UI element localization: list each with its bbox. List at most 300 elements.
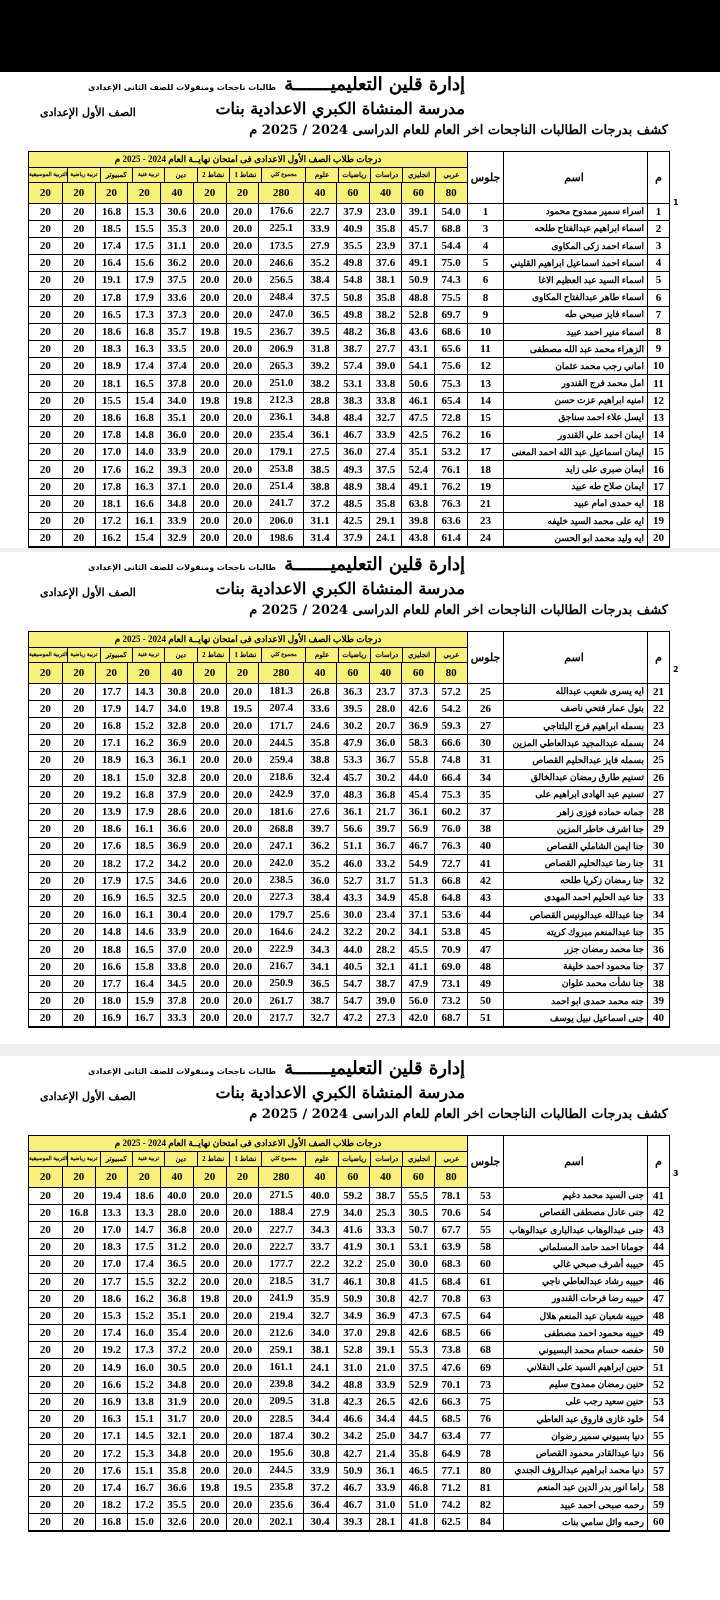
table-row (29, 821, 669, 838)
score-cell: 52.9 (401, 1377, 434, 1394)
score-cell: 20 (62, 1411, 95, 1428)
score-cells (29, 1497, 467, 1514)
score-cell: 20 (29, 1188, 62, 1205)
seat-number: 75 (467, 1394, 503, 1411)
score-cell: 38.7 (303, 993, 336, 1010)
max-mark: 20 (226, 183, 259, 204)
score-cell: 63.6 (434, 513, 467, 530)
student-name: حبيبه أشرف صبحي غالي (503, 1256, 647, 1273)
score-cell: 76.3 (434, 838, 467, 855)
score-cell: 20 (62, 204, 95, 221)
score-cell: 34.8 (303, 410, 336, 427)
score-cell: 164.6 (258, 924, 303, 941)
score-cell: 20 (29, 1445, 62, 1462)
seat-number: 5 (467, 255, 503, 272)
seat-number: 61 (467, 1274, 503, 1291)
score-cell: 53.1 (401, 1239, 434, 1256)
score-cell: 17.2 (127, 855, 160, 872)
score-cell: 225.1 (258, 221, 303, 238)
score-cells (29, 530, 467, 547)
score-cell: 20.0 (193, 838, 226, 855)
score-cell: 21.4 (369, 1445, 402, 1462)
score-cell: 39.1 (369, 1342, 402, 1359)
score-cell: 32.7 (303, 1308, 336, 1325)
score-cell: 17.7 (95, 976, 128, 993)
seat-number: 16 (467, 427, 503, 444)
score-cell: 20 (62, 427, 95, 444)
table-row (29, 976, 669, 993)
score-cell: 34.2 (160, 855, 193, 872)
score-cell: 20 (62, 1010, 95, 1027)
score-cell: 35.8 (369, 221, 402, 238)
score-cell: 34.1 (401, 924, 434, 941)
max-mark: 20 (226, 1167, 259, 1188)
score-cell: 20 (29, 290, 62, 307)
header-name: اسم (503, 152, 647, 204)
score-cell: 218.6 (258, 770, 303, 787)
score-cell: 37.9 (160, 787, 193, 804)
score-cell: 35.1 (401, 444, 434, 461)
score-cell: 38.7 (336, 341, 369, 358)
score-cell: 46.1 (336, 1274, 369, 1291)
score-cell: 187.4 (258, 1428, 303, 1445)
subject-names-row (29, 648, 467, 663)
score-cell: 51.3 (401, 873, 434, 890)
score-cell: 20 (62, 1188, 95, 1205)
score-cell: 20 (62, 1359, 95, 1376)
max-mark: 20 (127, 663, 160, 684)
max-mark: 20 (193, 1167, 226, 1188)
score-cell: 16.2 (127, 461, 160, 478)
score-cell: 20.0 (193, 804, 226, 821)
score-cell: 20 (29, 1010, 62, 1027)
table-row (29, 479, 669, 496)
score-cell: 20.0 (226, 410, 259, 427)
score-cell: 251.0 (258, 375, 303, 392)
max-mark: 40 (303, 1167, 336, 1188)
score-cell: 38.1 (303, 1342, 336, 1359)
table-row (29, 1497, 669, 1514)
score-cell: 55.3 (401, 1342, 434, 1359)
score-cells (29, 255, 467, 272)
score-cell: 20.0 (226, 255, 259, 272)
score-cell: 58.3 (401, 735, 434, 752)
score-cells (29, 1308, 467, 1325)
score-cell: 35.3 (160, 221, 193, 238)
score-cell: 20.0 (226, 272, 259, 289)
score-cell: 20.0 (193, 821, 226, 838)
score-cell: 20 (62, 238, 95, 255)
score-cell: 34.1 (303, 959, 336, 976)
score-cell: 20.0 (193, 1274, 226, 1291)
score-cell: 33.7 (303, 1239, 336, 1256)
score-cell: 35.8 (401, 1445, 434, 1462)
score-cell: 36.0 (160, 427, 193, 444)
score-cells (29, 1480, 467, 1497)
score-cell: 19.8 (193, 1480, 226, 1497)
score-cells (29, 375, 467, 392)
score-cell: 44.5 (401, 1411, 434, 1428)
score-cell: 33.9 (160, 444, 193, 461)
score-cell: 20.0 (226, 838, 259, 855)
score-cell: 42.7 (401, 1291, 434, 1308)
row-number: 37 (647, 959, 669, 976)
score-cell: 52.4 (401, 461, 434, 478)
score-cell: 15.1 (127, 1411, 160, 1428)
score-cell: 35.5 (336, 238, 369, 255)
score-cell: 17.2 (95, 513, 128, 530)
score-cells (29, 444, 467, 461)
table-row (29, 393, 669, 410)
subject-header: نشاط 1 (229, 168, 261, 183)
score-cell: 54.7 (336, 976, 369, 993)
score-cell: 20 (62, 255, 95, 272)
seat-number: 35 (467, 787, 503, 804)
score-cell: 17.0 (95, 1222, 128, 1239)
score-cell: 20 (62, 1325, 95, 1342)
score-cell: 17.3 (127, 1342, 160, 1359)
score-cell: 21.7 (369, 804, 402, 821)
report-title: كشف بدرجات الطالبات الناجحات اخر العام للعام الدراسى 2024 / 2025 م (249, 123, 668, 138)
score-cell: 20.0 (226, 855, 259, 872)
student-name: حنين رمضان ممدوح سليم (503, 1377, 647, 1394)
seat-number: 51 (467, 1010, 503, 1027)
score-cell: 48.3 (336, 787, 369, 804)
seat-number: 1 (467, 204, 503, 221)
header-m: م (647, 152, 669, 204)
row-number: 49 (647, 1325, 669, 1342)
score-cell: 31.0 (369, 1497, 402, 1514)
score-cell: 30.1 (369, 1239, 402, 1256)
score-cell: 16.9 (95, 1394, 128, 1411)
score-cell: 56.9 (401, 821, 434, 838)
row-number: 42 (647, 1205, 669, 1222)
subject-header: التربية الموسيقية (29, 648, 67, 663)
header-name: اسم (503, 1136, 647, 1188)
score-cell: 206.0 (258, 513, 303, 530)
row-number: 22 (647, 701, 669, 718)
header-subjects-block (29, 632, 467, 684)
score-cell: 37.9 (336, 204, 369, 221)
score-cells (29, 1411, 467, 1428)
score-cell: 15.8 (127, 959, 160, 976)
score-cell: 42.6 (401, 701, 434, 718)
table-row (29, 1188, 669, 1205)
score-cell: 20 (62, 1274, 95, 1291)
score-cell: 209.5 (258, 1394, 303, 1411)
score-cell: 20.0 (193, 1308, 226, 1325)
score-cell: 46.5 (401, 1463, 434, 1480)
table-row (29, 427, 669, 444)
row-number: 29 (647, 821, 669, 838)
score-cell: 35.1 (160, 410, 193, 427)
score-cell: 74.8 (434, 752, 467, 769)
score-cell: 20.0 (226, 427, 259, 444)
score-cell: 20 (62, 375, 95, 392)
student-name: جنا محمود احمد خليفة (503, 959, 647, 976)
score-cell: 20.0 (226, 358, 259, 375)
score-cell: 30.5 (160, 1359, 193, 1376)
score-cell: 32.2 (160, 1274, 193, 1291)
student-name: ايه يسرى شعيب عبدالله (503, 684, 647, 701)
score-cell: 16.3 (127, 752, 160, 769)
score-cell: 16.9 (95, 1010, 128, 1027)
score-cell: 256.5 (258, 272, 303, 289)
score-cells (29, 804, 467, 821)
score-cell: 36.6 (160, 1480, 193, 1497)
score-cell: 55.8 (401, 752, 434, 769)
score-cell: 20 (29, 1342, 62, 1359)
grade-sheet (0, 72, 720, 548)
score-cells (29, 238, 467, 255)
score-cell: 30.5 (401, 1205, 434, 1222)
score-cell: 75.0 (434, 255, 467, 272)
score-cell: 31.0 (336, 1359, 369, 1376)
seat-number: 43 (467, 890, 503, 907)
score-cells (29, 941, 467, 958)
score-cells (29, 752, 467, 769)
subject-header: علوم (305, 648, 337, 663)
table-row (29, 410, 669, 427)
student-name: امنيه ابراهيم عزت حسن (503, 393, 647, 410)
score-cell: 20 (29, 873, 62, 890)
table-row (29, 1411, 669, 1428)
table-row (29, 496, 669, 513)
score-cell: 42.5 (336, 513, 369, 530)
seat-number: 58 (467, 1239, 503, 1256)
score-cell: 20 (29, 941, 62, 958)
score-cell: 37.2 (303, 1480, 336, 1497)
score-cell: 20.0 (193, 496, 226, 513)
score-cell: 20 (62, 410, 95, 427)
score-cell: 68.5 (434, 1325, 467, 1342)
score-cell: 16.6 (95, 959, 128, 976)
score-cells (29, 324, 467, 341)
score-cell: 31.8 (303, 1394, 336, 1411)
score-cells (29, 1463, 467, 1480)
score-cell: 36.6 (160, 821, 193, 838)
score-cell: 17.0 (95, 444, 128, 461)
max-mark: 20 (95, 1167, 128, 1188)
score-cell: 36.4 (303, 1497, 336, 1514)
score-cell: 20 (62, 1342, 95, 1359)
seat-number: 15 (467, 410, 503, 427)
score-cell: 38.4 (303, 272, 336, 289)
score-cell: 34.2 (303, 1377, 336, 1394)
score-cell: 188.4 (258, 1205, 303, 1222)
score-cell: 18.6 (95, 324, 128, 341)
subject-header: تربية رياضية (67, 168, 99, 183)
score-cell: 20.0 (193, 1497, 226, 1514)
score-cell: 20.0 (193, 787, 226, 804)
score-cell: 46.1 (401, 393, 434, 410)
score-cell: 236.7 (258, 324, 303, 341)
score-cell: 70.9 (434, 941, 467, 958)
score-cell: 20 (29, 787, 62, 804)
student-name: جنا محمد رمضان جزر (503, 941, 647, 958)
score-cell: 20.0 (193, 976, 226, 993)
score-cell: 20.0 (193, 530, 226, 547)
score-cell: 14.0 (127, 444, 160, 461)
admin-title: إدارة قلين التعليميـــــــة (284, 554, 465, 575)
score-cell: 46.7 (401, 838, 434, 855)
score-cell: 20.0 (226, 1497, 259, 1514)
student-name: حنين ابراهيم السيد على النقلاني (503, 1359, 647, 1376)
table-row (29, 1359, 669, 1376)
score-cell: 36.1 (160, 752, 193, 769)
score-cell: 20 (29, 976, 62, 993)
student-name: بسمله ابراهيم فرج البلتاجي (503, 718, 647, 735)
score-cell: 49.1 (401, 479, 434, 496)
score-cell: 25.3 (369, 1205, 402, 1222)
score-cell: 18.9 (95, 752, 128, 769)
score-cell: 32.2 (336, 924, 369, 941)
score-cell: 20 (29, 752, 62, 769)
score-cell: 20 (62, 1222, 95, 1239)
student-name: اسماء منير احمد عبيد (503, 324, 647, 341)
score-cell: 24.6 (303, 718, 336, 735)
score-cell: 236.1 (258, 410, 303, 427)
score-cell: 24.1 (303, 1359, 336, 1376)
score-cell: 16.3 (127, 341, 160, 358)
score-cell: 206.9 (258, 341, 303, 358)
score-cell: 250.9 (258, 976, 303, 993)
score-cell: 36.8 (369, 787, 402, 804)
score-cell: 20.0 (226, 1514, 259, 1531)
score-cell: 39.8 (401, 513, 434, 530)
seat-number: 73 (467, 1377, 503, 1394)
score-cell: 20 (62, 444, 95, 461)
score-cell: 14.9 (95, 1359, 128, 1376)
score-cell: 20.0 (193, 1256, 226, 1273)
score-cell: 17.4 (95, 238, 128, 255)
score-cells (29, 701, 467, 718)
score-cells (29, 1445, 467, 1462)
seat-number: 38 (467, 821, 503, 838)
score-cell: 28.1 (369, 1514, 402, 1531)
grade-sheet (0, 1056, 720, 1600)
score-cells (29, 684, 467, 701)
score-cell: 20 (29, 410, 62, 427)
score-cell: 20.0 (226, 1428, 259, 1445)
score-cell: 261.7 (258, 993, 303, 1010)
score-cells (29, 976, 467, 993)
score-cell: 235.8 (258, 1480, 303, 1497)
table-row (29, 1325, 669, 1342)
score-cell: 73.1 (434, 976, 467, 993)
seat-number: 66 (467, 1325, 503, 1342)
score-cells (29, 290, 467, 307)
score-cell: 16.0 (127, 1325, 160, 1342)
max-mark: 60 (336, 663, 369, 684)
score-cell: 34.7 (401, 1428, 434, 1445)
score-cell: 16.8 (95, 204, 128, 221)
score-cell: 20.0 (226, 530, 259, 547)
table-row (29, 684, 669, 701)
score-cell: 23.0 (369, 204, 402, 221)
score-cell: 20.0 (226, 1325, 259, 1342)
student-name: جنا عبدالمنعم مبروك كريته (503, 924, 647, 941)
score-cell: 20.0 (193, 204, 226, 221)
score-cell: 247.0 (258, 307, 303, 324)
seat-number: 10 (467, 324, 503, 341)
score-cell: 20 (62, 290, 95, 307)
score-cell: 14.8 (95, 924, 128, 941)
score-cell: 20.0 (193, 1342, 226, 1359)
score-cell: 244.5 (258, 735, 303, 752)
score-cell: 20.0 (193, 461, 226, 478)
score-cell: 66.4 (434, 770, 467, 787)
score-cell: 62.5 (434, 1514, 467, 1531)
score-cell: 19.8 (193, 393, 226, 410)
score-cell: 56.6 (336, 821, 369, 838)
score-cell: 15.1 (127, 1463, 160, 1480)
score-cell: 36.8 (160, 1291, 193, 1308)
subject-header: دين (164, 1152, 196, 1167)
row-number: 18 (647, 496, 669, 513)
score-cell: 15.2 (127, 1308, 160, 1325)
score-cell: 46.7 (336, 1480, 369, 1497)
row-number: 35 (647, 924, 669, 941)
row-number: 52 (647, 1377, 669, 1394)
seat-number: 49 (467, 976, 503, 993)
score-cell: 20.0 (226, 1359, 259, 1376)
page-number: 2 (673, 665, 679, 674)
score-cell: 20.0 (226, 1377, 259, 1394)
score-cell: 20 (62, 530, 95, 547)
score-cell: 71.2 (434, 1480, 467, 1497)
score-cell: 26.5 (369, 1394, 402, 1411)
student-name: تسنيم طارق رمضان عبدالخالق (503, 770, 647, 787)
score-cell: 17.2 (95, 1445, 128, 1462)
max-mark: 20 (62, 1167, 95, 1188)
score-cell: 20 (62, 1463, 95, 1480)
table-row (29, 890, 669, 907)
score-cell: 20.0 (193, 410, 226, 427)
score-cell: 14.8 (127, 427, 160, 444)
grades-table (28, 1135, 670, 1532)
score-cell: 20 (29, 718, 62, 735)
score-cell: 16.0 (95, 907, 128, 924)
subject-header: تربية فنية (132, 1152, 164, 1167)
page-number: 3 (673, 1169, 679, 1178)
score-cell: 20.0 (226, 290, 259, 307)
score-cell: 15.2 (127, 718, 160, 735)
score-cell: 20.0 (226, 461, 259, 478)
score-cell: 42.7 (336, 1445, 369, 1462)
subject-header: تربية فنية (132, 648, 164, 663)
score-cell: 54.0 (434, 204, 467, 221)
score-cell: 36.2 (160, 255, 193, 272)
score-cell: 75.6 (434, 358, 467, 375)
score-cell: 227.3 (258, 890, 303, 907)
score-cell: 19.4 (95, 1188, 128, 1205)
grade-label: الصف الأول الإعدادى (40, 1090, 136, 1103)
score-cell: 37.2 (160, 1342, 193, 1359)
score-cell: 20.0 (226, 1256, 259, 1273)
score-cell: 35.4 (160, 1325, 193, 1342)
student-name: اسماء ابراهيم عبدالفتاح طلحه (503, 221, 647, 238)
score-cell: 77.1 (434, 1463, 467, 1480)
score-cell: 20.0 (226, 959, 259, 976)
table-row (29, 1205, 669, 1222)
student-name: اسماء السيد عبد العظيم الاغا (503, 272, 647, 289)
score-cell: 36.0 (303, 873, 336, 890)
score-cell: 47.5 (401, 410, 434, 427)
score-cell: 20 (62, 221, 95, 238)
score-cell: 17.4 (127, 1256, 160, 1273)
score-cell: 20.0 (226, 770, 259, 787)
